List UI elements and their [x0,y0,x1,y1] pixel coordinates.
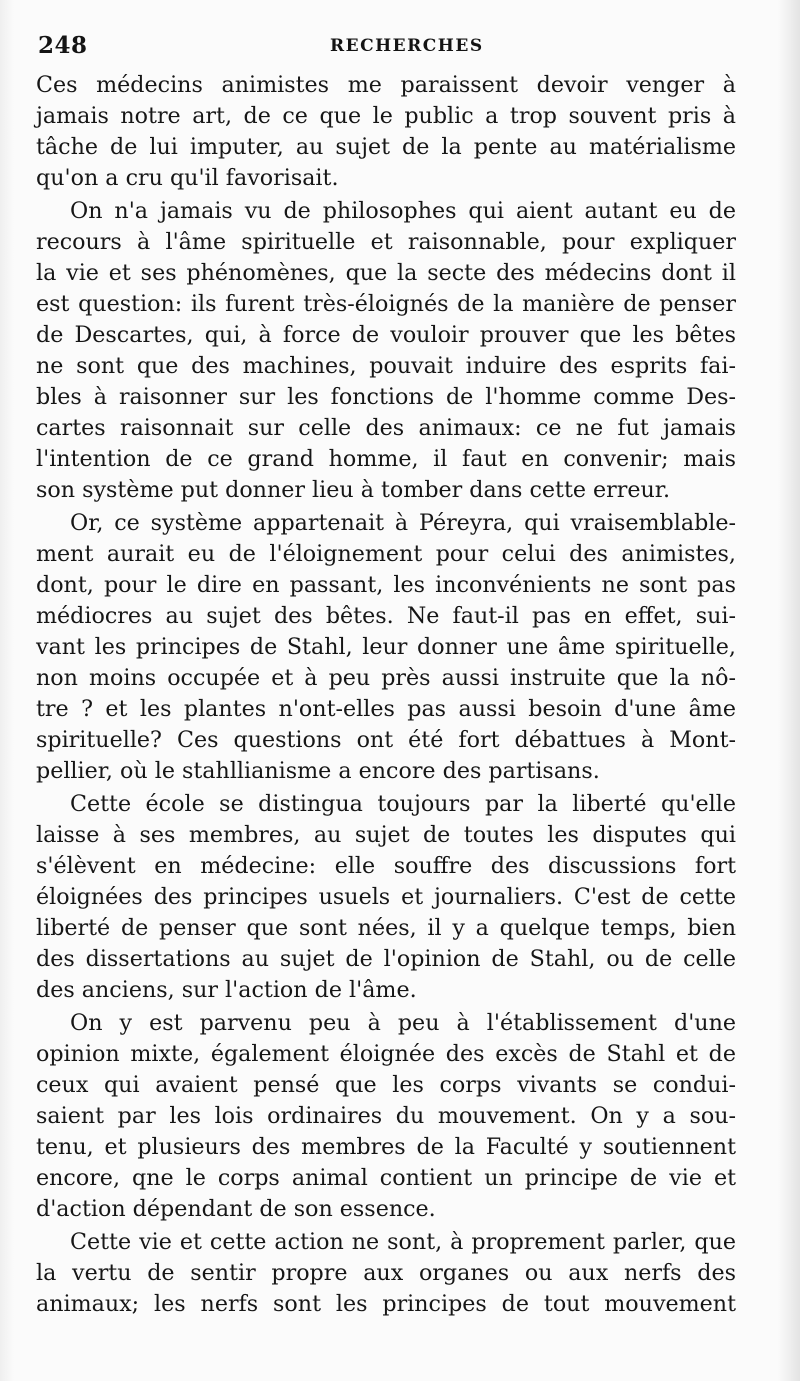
text-line: jamais notre art, de ce que le public a trop souvent pris à [36,103,736,129]
paragraph [36,1227,736,1320]
text-line: s'élèvent en médecine: elle souffre des discussions fort [36,853,736,879]
text-line: liberté de penser que sont nées, il y a quelque temps, bien [36,915,736,941]
text-line: dont, pour le dire en passant, les inconvénients ne sont pas [36,572,736,598]
text-line: On y est parvenu peu à peu à l'établissement d'une [70,1010,736,1036]
text-line: ment aurait eu de l'éloignement pour celui des animistes, [36,541,736,567]
text-line: Ces médecins animistes me paraissent devoir venger à [36,72,736,98]
text-line: des dissertations au sujet de l'opinion de Stahl, ou de celle [36,946,736,972]
text-line: éloignées des principes usuels et journaliers. C'est de cette [36,884,736,910]
text-line: tâche de lui imputer, au sujet de la pente au matérialisme [36,134,736,160]
text-line: spirituelle? Ces questions ont été fort débattues à Mont- [36,727,736,753]
paragraph [36,196,736,506]
paragraph [36,789,736,1006]
text-line: des anciens, sur l'action de l'âme. [36,977,417,1003]
text-line: recours à l'âme spirituelle et raisonnable, pour expliquer [36,229,736,255]
text-line: est question: ils furent très-éloignés de la manière de penser [36,291,736,317]
text-line: opinion mixte, également éloignée des excès de Stahl et de [36,1041,736,1067]
text-line: cartes raisonnait sur celle des animaux: ce ne fut jamais [36,415,736,441]
text-line: pellier, où le stahllianisme a encore des partisans. [36,758,600,784]
text-line: médiocres au sujet des bêtes. Ne faut-il pas en effet, sui- [36,603,736,629]
text-line: qu'on a cru qu'il favorisait. [36,165,339,191]
text-line: tre ? et les plantes n'ont-elles pas aussi besoin d'une âme [36,696,736,722]
body-text [36,70,736,1322]
text-line: On n'a jamais vu de philosophes qui aient autant eu de [70,198,736,224]
binding-shadow [778,0,800,1381]
text-line: animaux; les nerfs sont les principes de tout mouvement [36,1291,736,1317]
text-line: vant les principes de Stahl, leur donner une âme spirituelle, [36,634,736,660]
text-line: de Descartes, qui, à force de vouloir prouver que les bêtes [36,322,736,348]
paragraph [36,70,736,194]
paragraph [36,508,736,787]
text-line: Or, ce système appartenait à Péreyra, qui vraisemblable- [70,510,736,536]
text-line: la vie et ses phénomènes, que la secte des médecins dont il [36,260,736,286]
text-line: encore, qne le corps animal contient un principe de vie et [36,1165,736,1191]
text-line: Cette école se distingua toujours par la liberté qu'elle [70,791,736,817]
text-line: non moins occupée et à peu près aussi instruite que la nô- [36,665,736,691]
page-edge-shadow [0,0,14,1381]
text-line: la vertu de sentir propre aux organes ou aux nerfs des [36,1260,736,1286]
paragraph [36,1008,736,1225]
text-line: l'intention de ce grand homme, il faut en convenir; mais [36,446,736,472]
page-header [38,30,738,66]
text-line: tenu, et plusieurs des membres de la Faculté y soutiennent [36,1134,736,1160]
text-line: laisse à ses membres, au sujet de toutes les disputes qui [36,822,736,848]
text-line: ne sont que des machines, pouvait induire des esprits fai- [36,353,736,379]
text-line: son système put donner lieu à tomber dans cette erreur. [36,477,671,503]
page-number: 248 [38,32,88,59]
text-line: Cette vie et cette action ne sont, à proprement parler, que [70,1229,736,1255]
text-line: saient par les lois ordinaires du mouvement. On y a sou- [36,1103,736,1129]
text-line: bles à raisonner sur les fonctions de l'homme comme Des- [36,384,736,410]
text-line: d'action dépendant de son essence. [36,1196,436,1222]
running-head: RECHERCHES [330,36,484,56]
text-line: ceux qui avaient pensé que les corps vivants se condui- [36,1072,736,1098]
